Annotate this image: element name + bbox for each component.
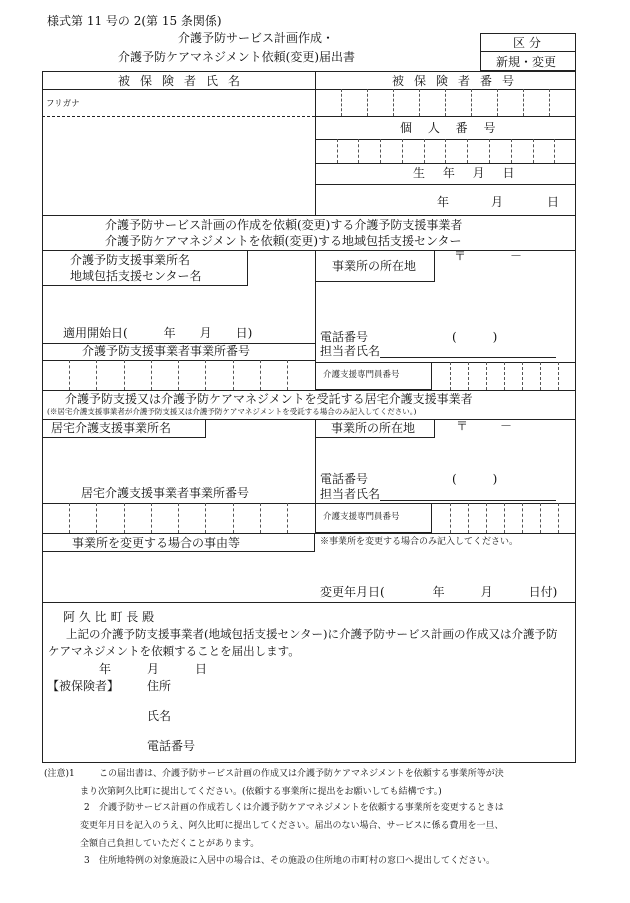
home-care-note: (※居宅介護支援事業者が介護予防支援又は介護予防ケアマネジメントを受託する場合のみ記入してください。) <box>47 407 417 416</box>
home-care-heading: 介護予防支援又は介護予防ケアマネジメントを受託する居宅介護支援事業者 <box>65 392 473 406</box>
change-reason-field[interactable] <box>46 555 572 579</box>
insured-name-field[interactable] <box>46 118 311 213</box>
provider-phone-paren[interactable]: ( ) <box>452 330 498 344</box>
provider-heading-1: 介護予防サービス計画の作成を依頼(変更)する介護予防支援事業者 <box>105 218 463 232</box>
provider-staff-underline[interactable] <box>380 357 556 358</box>
declaration-date[interactable]: 年 月 日 <box>99 662 208 676</box>
provider-postal-mark: 〒 <box>454 249 467 263</box>
provider-care-manager-label: 介護支援専門員番号 <box>323 370 400 380</box>
name-field[interactable] <box>180 708 570 726</box>
provider-phone-label: 電話番号 <box>320 330 369 344</box>
dob-year: 年 <box>437 195 450 209</box>
provider-office-name-label-1: 介護予防支援事業所名 <box>70 253 191 267</box>
furigana-label: フリガナ <box>46 99 80 109</box>
provider-office-name-field[interactable] <box>46 288 308 323</box>
form-number: 様式第 11 号の 2(第 15 条関係) <box>47 14 222 28</box>
provider-address-field[interactable] <box>320 284 572 324</box>
category-value[interactable]: 新規・変更 <box>496 55 557 69</box>
phone-field[interactable] <box>205 738 570 756</box>
note-3-num: 3 <box>84 856 90 866</box>
phone-label: 電話番号 <box>147 739 196 753</box>
home-care-address-field[interactable] <box>320 440 572 470</box>
home-care-care-manager-label: 介護支援専門員番号 <box>323 512 400 522</box>
home-care-postal-dash: － <box>500 419 513 433</box>
dob-label: 生 年 月 日 <box>413 166 522 180</box>
change-reason-label: 事業所を変更する場合の事由等 <box>72 536 241 550</box>
provider-staff-label: 担当者氏名 <box>320 344 381 358</box>
change-date[interactable]: 変更年月日( 年 月 日付) <box>320 585 558 599</box>
home-care-address-label: 事業所の所在地 <box>331 421 416 435</box>
note-1-line2: まり次第阿久比町に提出してください。(依頼する事業所に提出をお願いしても結構です。) <box>80 787 442 797</box>
address-field[interactable] <box>180 678 570 696</box>
home-care-staff-label: 担当者氏名 <box>320 487 381 501</box>
change-reason-note: ※事業所を変更する場合のみ記入してください。 <box>320 537 519 547</box>
declaration-body-2: ケアマネジメントを依頼することを届出します。 <box>48 644 300 658</box>
provider-office-number-label: 介護予防支援事業者事業所番号 <box>82 344 251 358</box>
provider-start-date[interactable]: 適用開始日( 年 月 日) <box>63 326 253 340</box>
home-care-phone-paren[interactable]: ( ) <box>452 472 498 486</box>
home-care-office-name-label: 居宅介護支援事業所名 <box>51 421 172 435</box>
home-care-office-name-field[interactable] <box>46 440 308 480</box>
personal-number-label: 個 人 番 号 <box>400 121 502 135</box>
addressee: 阿 久 比 町 長 殿 <box>63 610 155 624</box>
provider-heading-2: 介護予防ケアマネジメントを依頼(変更)する地域包括支援センター <box>105 234 462 248</box>
provider-address-label: 事業所の所在地 <box>332 259 417 273</box>
note-2-line1: 介護予防サービス計画の作成若しくは介護予防ケアマネジメントを依頼する事業所を変更するときは <box>99 803 504 813</box>
dob-month: 月 <box>491 195 504 209</box>
home-care-phone-label: 電話番号 <box>320 472 369 486</box>
declaration-body-1: 上記の介護予防支援事業者(地域包括支援センター)に介護予防サービス計画の作成又は介護予防 <box>66 627 558 641</box>
category-label: 区 分 <box>513 36 541 50</box>
address-label: 住所 <box>147 679 172 693</box>
insured-name-label: 被保険者氏名 <box>118 74 251 88</box>
note-2-num: 2 <box>84 803 90 813</box>
dob-day: 日 <box>547 195 560 209</box>
note-3-line1: 住所地特例の対象施設に入居中の場合は、その施設の住所地の市町村の窓口へ提出してください。 <box>99 856 496 866</box>
form-title-line1: 介護予防サービス計画作成・ <box>178 31 335 45</box>
provider-postal-dash: － <box>510 249 523 263</box>
home-care-postal-mark: 〒 <box>456 419 469 433</box>
name-label: 氏名 <box>147 709 172 723</box>
note-2-line3: 全額自己負担していただくことがあります。 <box>80 839 260 849</box>
insured-label: 【被保険者】 <box>47 679 120 693</box>
note-1-line1: この届出書は、介護予防サービス計画の作成又は介護予防ケアマネジメントを依頼する事業所等が決 <box>99 769 504 779</box>
insured-number-label: 被保険者番号 <box>392 74 525 88</box>
home-care-office-number-label: 居宅介護支援事業者事業所番号 <box>81 486 250 500</box>
provider-office-name-label-2: 地域包括支援センター名 <box>70 269 202 283</box>
home-care-staff-underline[interactable] <box>380 500 556 501</box>
note-2-line2: 変更年月日を記入のうえ、阿久比町に提出してください。届出のない場合、サービスに係る費用を一旦、 <box>80 821 504 831</box>
form-title-line2: 介護予防ケアマネジメント依頼(変更)届出書 <box>118 50 356 64</box>
notes-label: (注意)1 <box>44 769 75 779</box>
